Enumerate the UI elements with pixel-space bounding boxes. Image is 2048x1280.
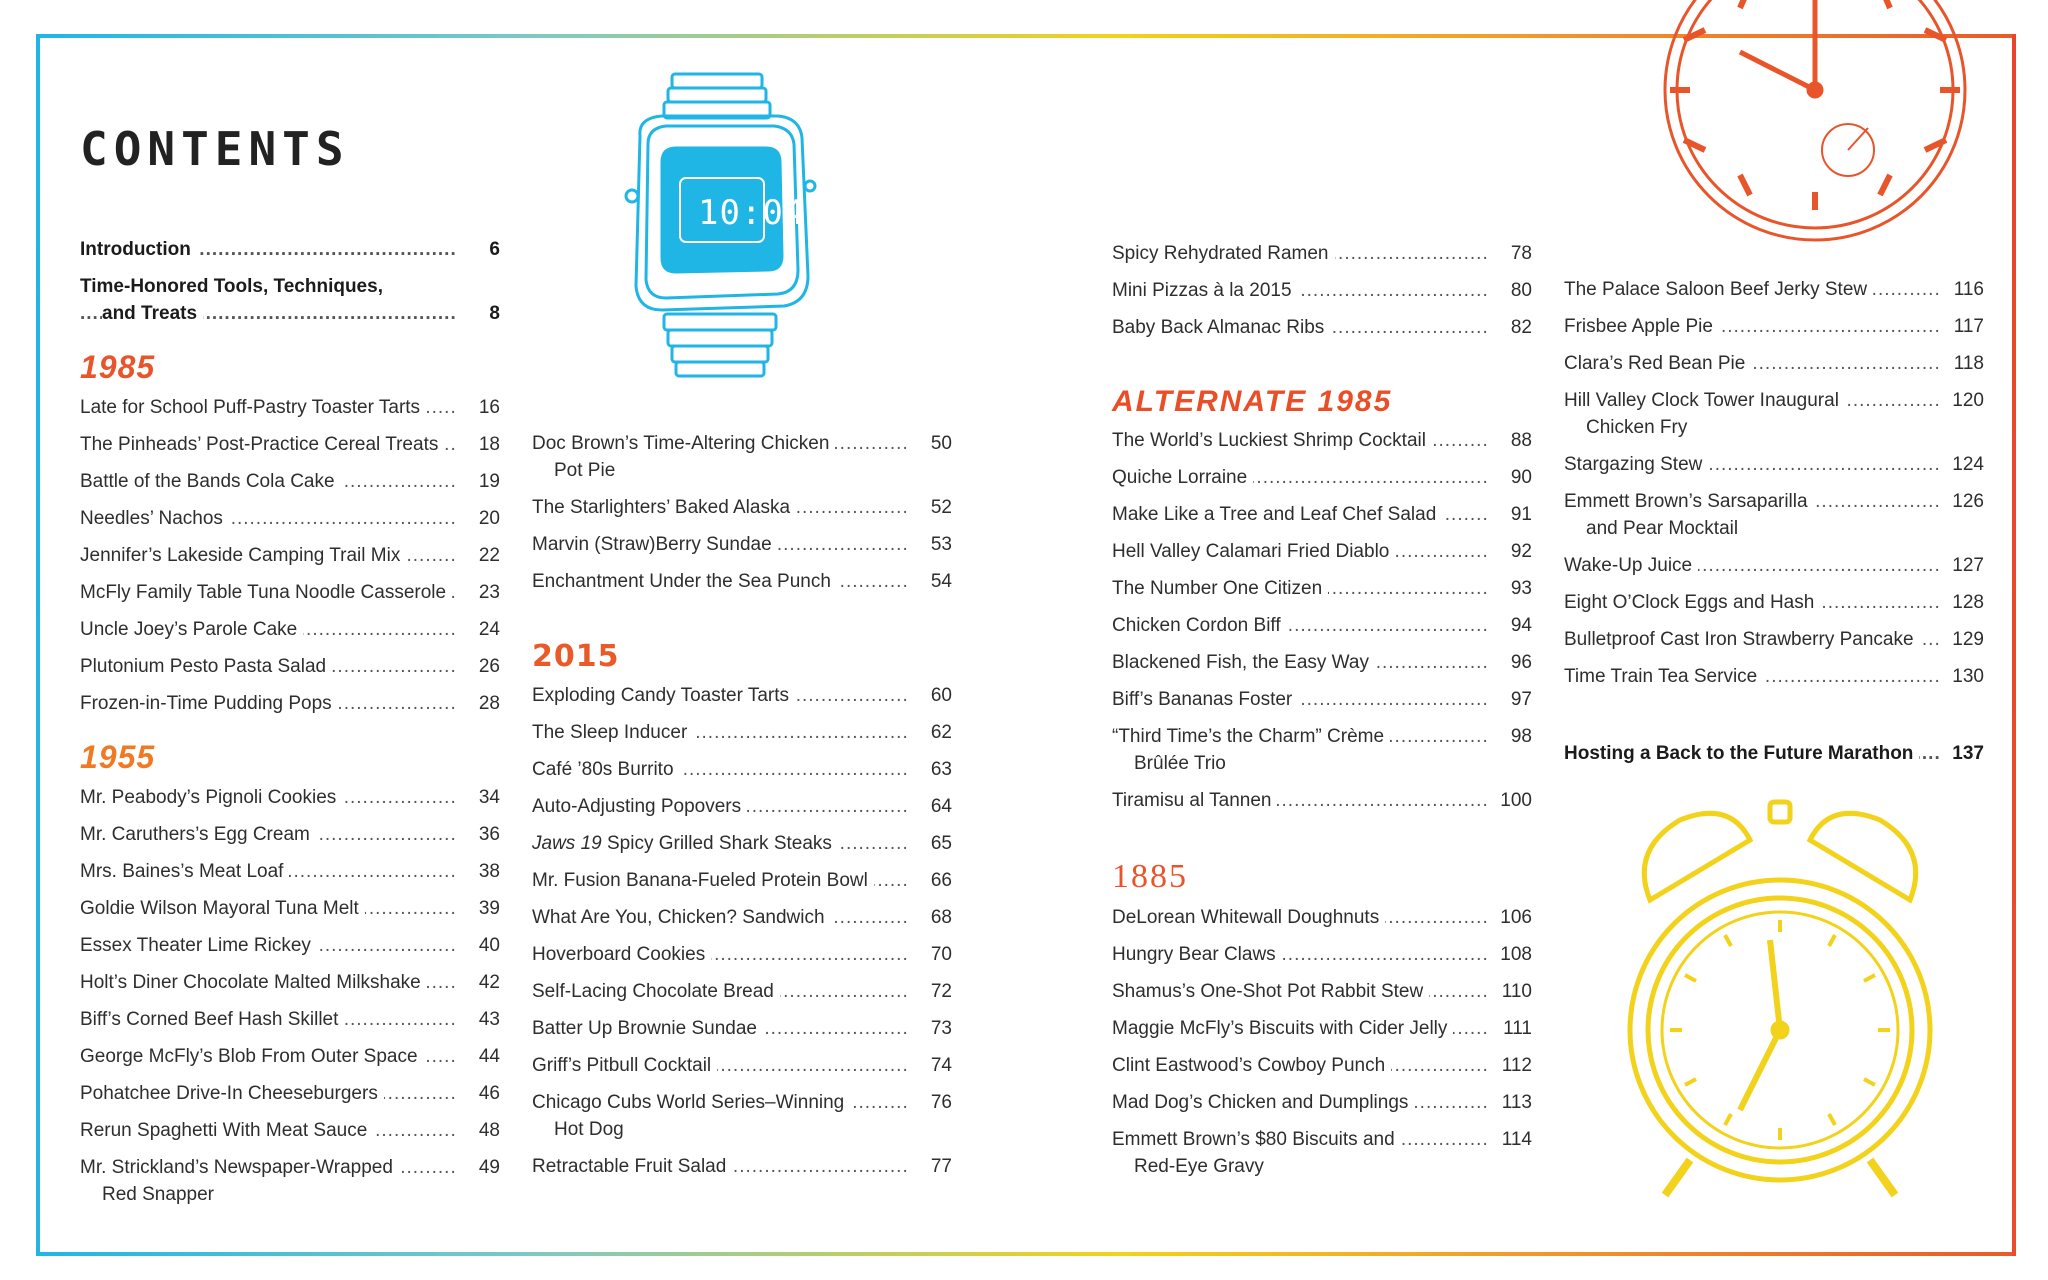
toc-entry[interactable]: Needles’ Nachos ..... 20 [80,505,500,532]
toc-entry[interactable]: Mr. Peabody’s Pignoli Cookies ..... 34 [80,784,500,811]
toc-entry[interactable]: Mad Dog’s Chicken and Dumplings ..... 113 [1112,1089,1532,1116]
toc-entry[interactable]: Tiramisu al Tannen ..... 100 [1112,787,1532,814]
toc-entry[interactable]: Baby Back Almanac Ribs ..... 82 [1112,314,1532,341]
toc-entry[interactable]: Griff’s Pitbull Cocktail ..... 74 [532,1052,952,1079]
toc-entry[interactable]: Essex Theater Lime Rickey ..... 40 [80,932,500,959]
toc-entry[interactable]: Pohatchee Drive-In Cheeseburgers ..... 46 [80,1080,500,1107]
toc-entry[interactable]: Bulletproof Cast Iron Strawberry Pancake ..... 129 [1564,626,1984,653]
toc-entry[interactable]: “Third Time’s the Charm” Crème ..... Brûlée Trio 98 [1112,723,1532,777]
roman-clock-icon [1650,0,1980,250]
section-2015-list [532,682,952,1180]
back-matter-list [1564,740,1984,767]
toc-entry[interactable]: Wake-Up Juice ..... 127 [1564,552,1984,579]
toc-entry[interactable]: Auto-Adjusting Popovers ..... 64 [532,793,952,820]
section-2015-continued-list [1112,240,1532,341]
toc-entry[interactable]: Mr. Caruthers’s Egg Cream ..... 36 [80,821,500,848]
toc-entry[interactable]: Mini Pizzas à la 2015 ..... 80 [1112,277,1532,304]
toc-entry[interactable]: Frisbee Apple Pie ..... 117 [1564,313,1984,340]
toc-entry[interactable]: Make Like a Tree and Leaf Chef Salad ..... 91 [1112,501,1532,528]
toc-entry[interactable]: Retractable Fruit Salad ..... 77 [532,1153,952,1180]
toc-entry[interactable]: The World’s Luckiest Shrimp Cocktail ..... 88 [1112,427,1532,454]
toc-entry[interactable]: The Sleep Inducer ..... 62 [532,719,952,746]
toc-entry-hosting-marathon[interactable]: Hosting a Back to the Future Marathon ..... 137 [1564,740,1984,767]
toc-entry[interactable]: Eight O’Clock Eggs and Hash ..... 128 [1564,589,1984,616]
toc-entry[interactable]: Doc Brown’s Time-Altering Chicken ..... Pot Pie 50 [532,430,952,484]
section-alternate-1985-list [1112,427,1532,814]
toc-column-4 [1564,276,1984,777]
toc-entry[interactable]: Café ’80s Burrito ..... 63 [532,756,952,783]
toc-entry[interactable]: Jennifer’s Lakeside Camping Trail Mix ..... 22 [80,542,500,569]
section-heading-1955: 1955 [80,739,156,775]
toc-entry[interactable]: Hell Valley Calamari Fried Diablo ..... 92 [1112,538,1532,565]
toc-entry[interactable]: Biff’s Corned Beef Hash Skillet ..... 43 [80,1006,500,1033]
toc-entry[interactable]: Marvin (Straw)Berry Sundae ..... 53 [532,531,952,558]
toc-entry[interactable]: Spicy Rehydrated Ramen ..... 78 [1112,240,1532,267]
toc-entry[interactable]: Uncle Joey’s Parole Cake ..... 24 [80,616,500,643]
watch-time-display: 10:04 [698,193,806,233]
section-1985-list [80,394,500,717]
toc-entry[interactable]: The Palace Saloon Beef Jerky Stew ..... 116 [1564,276,1984,303]
toc-entry[interactable]: DeLorean Whitewall Doughnuts ..... 106 [1112,904,1532,931]
toc-entry[interactable]: Rerun Spaghetti With Meat Sauce ..... 48 [80,1117,500,1144]
toc-entry[interactable]: Hungry Bear Claws ..... 108 [1112,941,1532,968]
section-1885-continued-list [1564,276,1984,690]
section-1955-list [80,784,500,1208]
toc-entry[interactable]: Mrs. Baines’s Meat Loaf ..... 38 [80,858,500,885]
toc-entry[interactable]: Mr. Strickland’s Newspaper-Wrapped ..... Red Snapper 49 [80,1154,500,1208]
toc-entry[interactable]: The Starlighters’ Baked Alaska ..... 52 [532,494,952,521]
toc-entry[interactable]: Clara’s Red Bean Pie ..... 118 [1564,350,1984,377]
front-matter-list [80,236,500,327]
toc-entry[interactable]: Frozen-in-Time Pudding Pops ..... 28 [80,690,500,717]
toc-entry[interactable]: Enchantment Under the Sea Punch ..... 54 [532,568,952,595]
toc-entry[interactable]: Maggie McFly’s Biscuits with Cider Jelly ..... 111 [1112,1015,1532,1042]
toc-entry[interactable]: Jaws 19 Spicy Grilled Shark Steaks ..... 65 [532,830,952,857]
toc-entry[interactable]: Emmett Brown’s $80 Biscuits and ..... Red-Eye Gravy 114 [1112,1126,1532,1180]
toc-column-2 [532,430,952,1190]
toc-entry[interactable]: Exploding Candy Toaster Tarts ..... 60 [532,682,952,709]
toc-entry[interactable]: Hill Valley Clock Tower Inaugural ..... Chicken Fry 120 [1564,387,1984,441]
toc-entry-introduction[interactable]: Introduction ..... 6 [80,236,500,263]
toc-entry[interactable]: Late for School Puff-Pastry Toaster Tarts ..... 16 [80,394,500,421]
toc-entry[interactable]: Biff’s Bananas Foster ..... 97 [1112,686,1532,713]
toc-entry[interactable]: Battle of the Bands Cola Cake ..... 19 [80,468,500,495]
toc-entry[interactable]: Time Train Tea Service ..... 130 [1564,663,1984,690]
section-heading-1885: 1885 [1112,858,1188,895]
section-heading-2015: 2015 [532,639,620,674]
section-heading-1985: 1985 [80,349,156,385]
toc-entry[interactable]: Plutonium Pesto Pasta Salad ..... 26 [80,653,500,680]
toc-entry[interactable]: The Number One Citizen ..... 93 [1112,575,1532,602]
alarm-clock-icon [1610,790,1950,1210]
frame-right-border [2012,34,2016,1256]
toc-entry[interactable]: The Pinheads’ Post-Practice Cereal Treats ..... 18 [80,431,500,458]
toc-entry[interactable]: Shamus’s One-Shot Pot Rabbit Stew ..... 110 [1112,978,1532,1005]
toc-entry[interactable]: Chicken Cordon Biff ..... 94 [1112,612,1532,639]
page-title: CONTENTS [80,122,350,176]
toc-entry[interactable]: Hoverboard Cookies ..... 70 [532,941,952,968]
toc-entry[interactable]: Blackened Fish, the Easy Way ..... 96 [1112,649,1532,676]
frame-left-border [36,34,40,1256]
toc-entry[interactable]: Goldie Wilson Mayoral Tuna Melt ..... 39 [80,895,500,922]
section-1955-continued-list [532,430,952,595]
toc-entry[interactable]: Mr. Fusion Banana-Fueled Protein Bowl ..... 66 [532,867,952,894]
toc-column-3 [1112,240,1532,1190]
digital-watch-icon [610,66,860,396]
toc-entry[interactable]: Quiche Lorraine ..... 90 [1112,464,1532,491]
frame-bottom-border [36,1252,2016,1256]
toc-entry[interactable]: George McFly’s Blob From Outer Space ..... 44 [80,1043,500,1070]
toc-entry[interactable]: Clint Eastwood’s Cowboy Punch ..... 112 [1112,1052,1532,1079]
toc-entry[interactable]: Batter Up Brownie Sundae ..... 73 [532,1015,952,1042]
section-heading-alternate-1985: ALTERNATE 1985 [1112,385,1393,418]
toc-entry[interactable]: Self-Lacing Chocolate Bread ..... 72 [532,978,952,1005]
toc-entry[interactable]: McFly Family Table Tuna Noodle Casserole ..... 23 [80,579,500,606]
section-1885-list [1112,904,1532,1180]
toc-entry[interactable]: Chicago Cubs World Series–Winning ..... Hot Dog 76 [532,1089,952,1143]
toc-entry[interactable]: What Are You, Chicken? Sandwich ..... 68 [532,904,952,931]
toc-entry[interactable]: Emmett Brown’s Sarsaparilla ..... and Pear Mocktail 126 [1564,488,1984,542]
toc-entry[interactable]: Holt’s Diner Chocolate Malted Milkshake ..... 42 [80,969,500,996]
toc-entry[interactable]: Stargazing Stew ..... 124 [1564,451,1984,478]
toc-entry-time-honored-tools[interactable]: Time-Honored Tools, Techniques, and Treats ..... 8 [80,273,500,327]
toc-column-1 [80,236,500,1218]
